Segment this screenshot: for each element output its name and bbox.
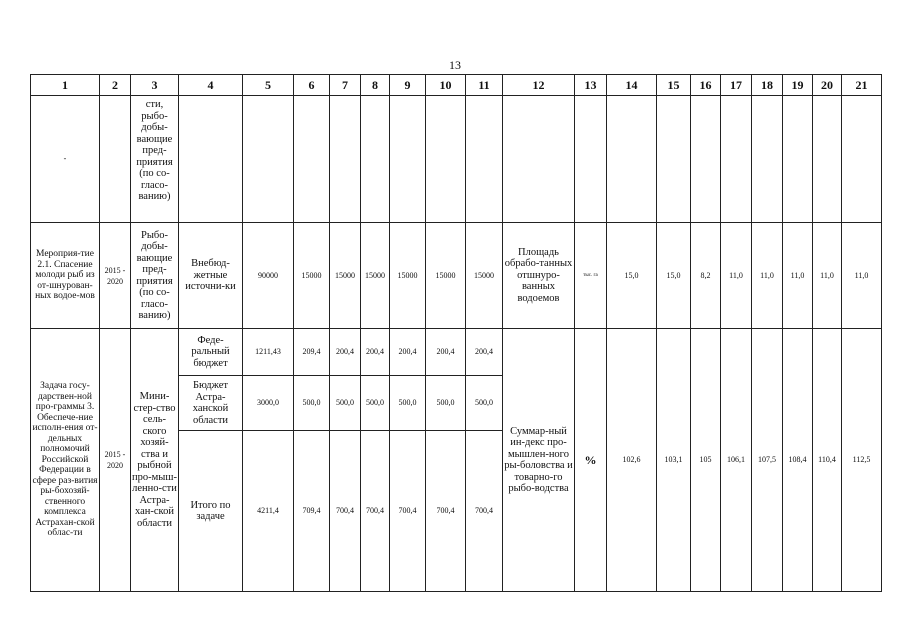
amount-cell: 500,0 [361, 376, 390, 431]
amount-cell: 15000 [330, 223, 361, 329]
header-cell: 8 [361, 75, 390, 96]
task-3-federal-row [31, 329, 882, 376]
amount-cell: 4211,4 [243, 431, 294, 592]
target-cell: 106,1 [721, 329, 752, 592]
header-cell: 3 [131, 75, 179, 96]
amount-cell: 1211,43 [243, 329, 294, 376]
task-name-cell: Задача госу-дарствен-ной про-граммы 3. Обеспече-ние исполн-ения от-дельных полномочий Российской Федерации в сфере раз-вития ры-бохозяй-ственного комплекса Астрахан-ской облас-ти [31, 329, 100, 592]
header-row [31, 75, 882, 96]
executor-cell: Мини-стер-ство сель-ского хозяй-ства и рыбной про-мыш-ленно-сти Астра-хан-ской области [131, 329, 179, 592]
measure-2-1-row [31, 223, 882, 329]
amount-cell: 200,4 [426, 329, 466, 376]
amount-cell: 209,4 [294, 329, 330, 376]
continuation-row [31, 96, 882, 223]
header-cell: 1 [31, 75, 100, 96]
target-cell: 11,0 [783, 223, 813, 329]
amount-cell: 700,4 [466, 431, 503, 592]
indicator-cell: Суммар-ный ин-декс про-мышлен-ного ры-боловства и товарно-го рыбо-водства [503, 329, 575, 592]
amount-cell: 15000 [294, 223, 330, 329]
header-cell: 9 [390, 75, 426, 96]
amount-cell: 15000 [466, 223, 503, 329]
amount-cell: 200,4 [361, 329, 390, 376]
header-cell: 15 [657, 75, 691, 96]
amount-cell: 15000 [390, 223, 426, 329]
header-cell: 5 [243, 75, 294, 96]
cell [721, 96, 752, 223]
target-cell: 103,1 [657, 329, 691, 592]
amount-cell: 700,4 [361, 431, 390, 592]
amount-cell: 709,4 [294, 431, 330, 592]
header-cell: 7 [330, 75, 361, 96]
amount-cell: 500,0 [466, 376, 503, 431]
cell [657, 96, 691, 223]
target-cell: 11,0 [813, 223, 842, 329]
cell [179, 96, 243, 223]
cell [813, 96, 842, 223]
budget-table [30, 74, 882, 592]
page-number: 13 [449, 58, 461, 72]
unit-cell: тыс. га [575, 223, 607, 329]
amount-cell: 15000 [426, 223, 466, 329]
cell [691, 96, 721, 223]
header-cell: 19 [783, 75, 813, 96]
cell [783, 96, 813, 223]
measure-name-cell: Мероприя-тие 2.1. Спасение молоди рыб из от-шнурован-ных водое-мов [31, 223, 100, 329]
cell-col1: - [31, 96, 100, 223]
amount-cell: 200,4 [330, 329, 361, 376]
header-cell: 2 [100, 75, 131, 96]
header-cell: 16 [691, 75, 721, 96]
header-cell: 13 [575, 75, 607, 96]
cell [752, 96, 783, 223]
target-cell: 8,2 [691, 223, 721, 329]
funding-source-cell: Итого по задаче [179, 431, 243, 592]
target-cell: 105 [691, 329, 721, 592]
cell [294, 96, 330, 223]
period-cell: 2015 - 2020 [100, 329, 131, 592]
amount-cell: 700,4 [426, 431, 466, 592]
target-cell: 15,0 [657, 223, 691, 329]
header-cell: 4 [179, 75, 243, 96]
target-cell: 112,5 [842, 329, 882, 592]
amount-cell: 500,0 [426, 376, 466, 431]
header-cell: 14 [607, 75, 657, 96]
cell [842, 96, 882, 223]
amount-cell: 700,4 [390, 431, 426, 592]
funding-source-cell: Бюджет Астра-ханской области [179, 376, 243, 431]
header-cell: 17 [721, 75, 752, 96]
cell [330, 96, 361, 223]
cell [466, 96, 503, 223]
target-cell: 11,0 [721, 223, 752, 329]
cell [575, 96, 607, 223]
cell [503, 96, 575, 223]
cell-col2 [100, 96, 131, 223]
funding-source-cell: Внебюд-жетные источни-ки [179, 223, 243, 329]
amount-cell: 500,0 [390, 376, 426, 431]
unit-cell: % [575, 329, 607, 592]
cell [361, 96, 390, 223]
header-cell: 10 [426, 75, 466, 96]
header-cell: 20 [813, 75, 842, 96]
target-cell: 108,4 [783, 329, 813, 592]
target-cell: 107,5 [752, 329, 783, 592]
cell [426, 96, 466, 223]
target-cell: 110,4 [813, 329, 842, 592]
amount-cell: 15000 [361, 223, 390, 329]
cell [607, 96, 657, 223]
header-cell: 21 [842, 75, 882, 96]
target-cell: 102,6 [607, 329, 657, 592]
executor-cell: Рыбо-добы-вающие пред-приятия (по со-гласо-ванию) [131, 223, 179, 329]
period-cell: 2015 - 2020 [100, 223, 131, 329]
target-cell: 11,0 [842, 223, 882, 329]
target-cell: 11,0 [752, 223, 783, 329]
amount-cell: 500,0 [330, 376, 361, 431]
cell [243, 96, 294, 223]
funding-source-cell: Феде-ральный бюджет [179, 329, 243, 376]
amount-cell: 90000 [243, 223, 294, 329]
indicator-cell: Площадь обрабо-танных отшнуро-ванных водоемов [503, 223, 575, 329]
cell [390, 96, 426, 223]
amount-cell: 200,4 [466, 329, 503, 376]
executor-cell: сти, рыбо-добы-вающие пред-приятия (по со-гласо-ванию) [131, 96, 179, 223]
target-cell: 15,0 [607, 223, 657, 329]
header-cell: 12 [503, 75, 575, 96]
header-cell: 18 [752, 75, 783, 96]
amount-cell: 500,0 [294, 376, 330, 431]
header-cell: 6 [294, 75, 330, 96]
amount-cell: 700,4 [330, 431, 361, 592]
amount-cell: 200,4 [390, 329, 426, 376]
header-cell: 11 [466, 75, 503, 96]
amount-cell: 3000,0 [243, 376, 294, 431]
